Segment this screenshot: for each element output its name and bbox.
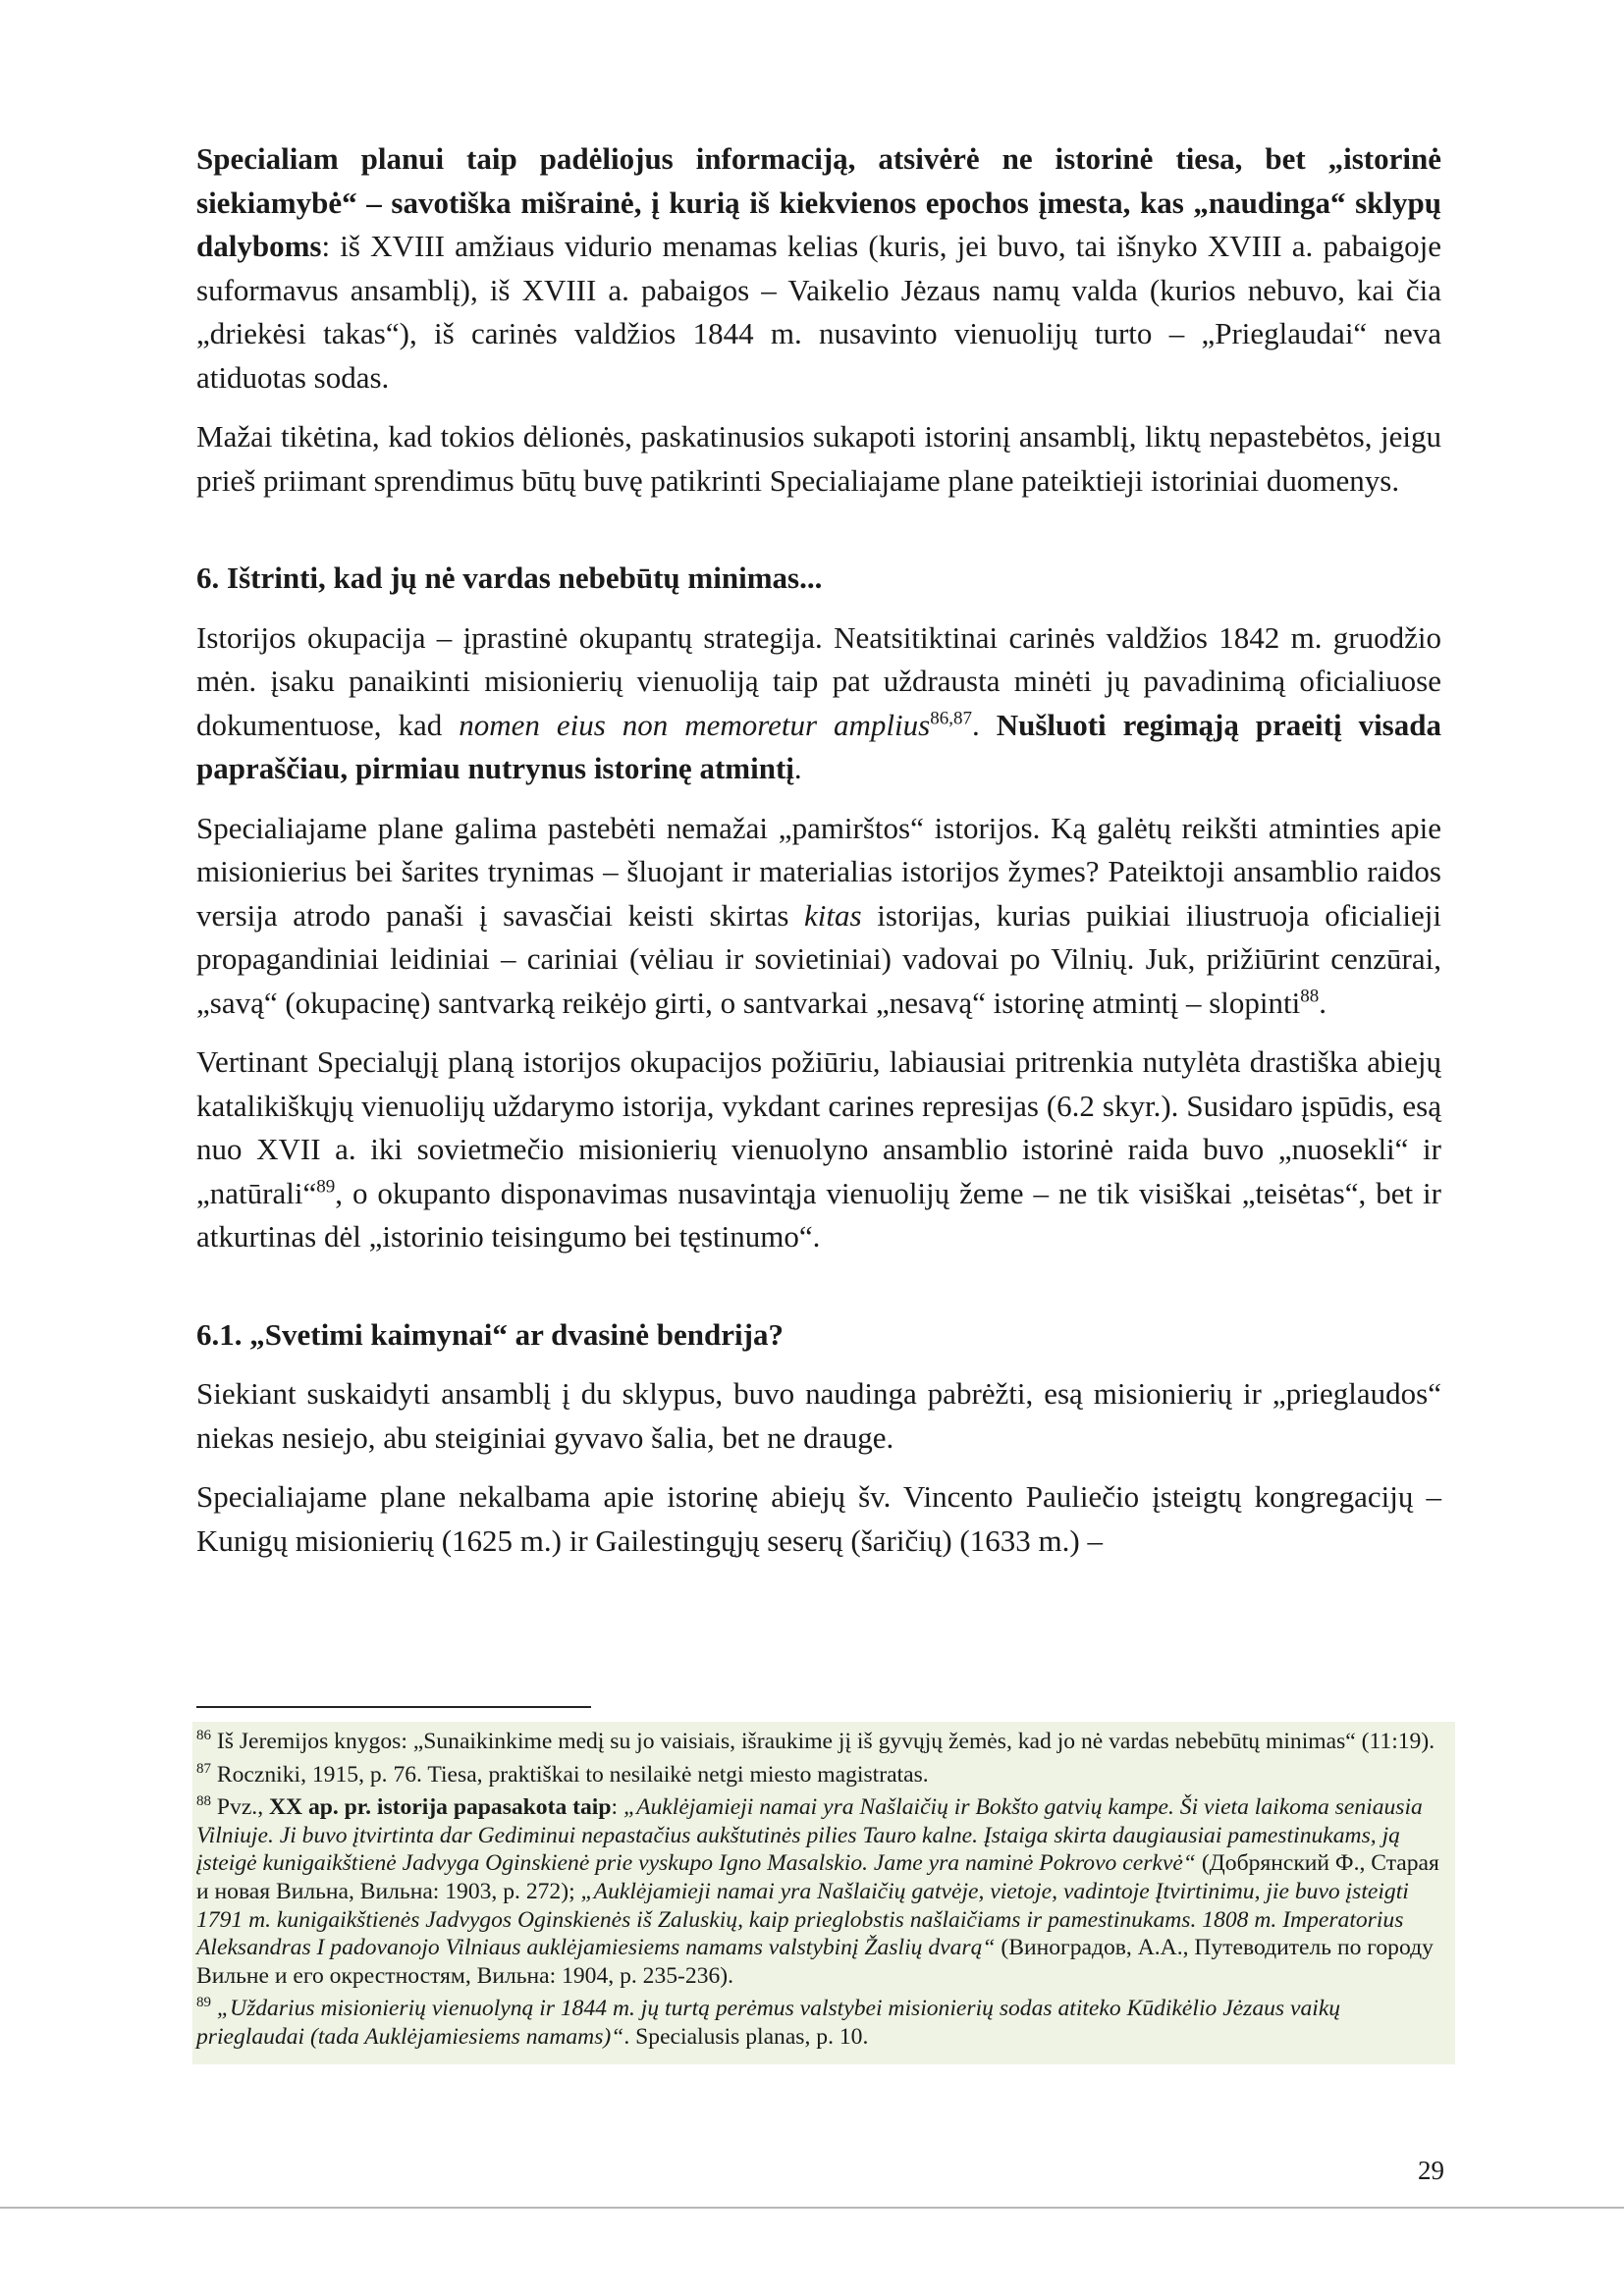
paragraph-3 [196,616,1441,791]
footnote-number: 87 [196,1760,211,1777]
footnote-ref-89[interactable]: 89 [316,1176,336,1198]
paragraph-4 [196,807,1441,1026]
footnote-87 [196,1761,1451,1789]
italic-span: „Auklėjamieji namai yra Našlaičių gatvėje, vietoje, vadintoje Įtvirtinimu, jie buvo įsteigti 1791 m. kunigaikštienės Jadvygos Oginskienės iš Zaluskių, kaip prieglobstis našlaičiams ir pamestinukams. 1808 m. Imperatorius Aleksandras I padovanojo Vilniaus auklėjamiesiems namams valstybinį Žaslių dvarą“ [196,1878,1409,1961]
footer-rule [0,2207,1624,2209]
footnote-text: Iš Jeremijos knygos: „Sunaikinkime medį su jo vaisiais, išraukime jį iš gyvųjų žemės, kad jo nė vardas nebebūtų minimas“ (11:19). [211,1729,1435,1754]
text-span: , o okupanto disponavimas nusavintąja vienuolijų žeme – ne tik visiškai „teisėtas“, bet ir atkurtinas dėl „istorinio teisingumo bei tęstinumo“. [196,1175,1441,1254]
footnote-number: 88 [196,1793,211,1810]
footnote-separator [196,1706,591,1708]
paragraph-7: Specialiajame plane nekalbama apie istorinę abiejų šv. Vincento Pauliečio įsteigtų kongregacijų – Kunigų misionierių (1625 m.) ir Gailestingųjų seserų (šaričių) (1633 m.) – [196,1479,1441,1558]
footnote-text: Roczniki, 1915, p. 76. Tiesa, praktiškai to nesilaikė netgi miesto magistratas. [211,1761,929,1788]
page-number: 29 [1418,2156,1444,2185]
footnote-86 [196,1728,1451,1756]
text-span: istorijas, kurias puikiai iliustruoja oficialieji propagandiniai leidiniai – cariniai (vėliau ir sovietiniai) vadovai po Vilnių. Juk, prižiūrint cenzūrai, „savą“ (okupacinę) santvarką reikėjo girti, o santvarkai „nesavą“ istorinę atmintį – slopinti [196,897,1441,1020]
footnote-ref-88[interactable]: 88 [1300,986,1320,1007]
footnote-number: 86 [196,1728,211,1744]
paragraph-5 [196,1041,1441,1259]
footnote-text: : [611,1794,623,1821]
footnote-number: 89 [196,1995,211,2011]
italic-span: kitas [804,897,862,933]
main-text [196,137,1441,1578]
text-span: . [971,707,997,742]
section-heading-6: 6. Ištrinti, kad jų nė vardas nebebūtų minimas... [196,561,823,595]
text-span: Vertinant Specialųjį planą istorijos okupacijos požiūriu, labiausiai pritrenkia nutylėta drastiška abiejų katalikiškųjų vienuolijų uždarymo istorija, vykdant carines represijas (6.2 skyr.). Susidaro įspūdis, esą nuo XVII a. iki sovietmečio misionierių vienuolyno ansamblio istorinė raida buvo „nuosekli“ ir „natūrali“ [196,1044,1441,1210]
footnote-89 [196,1995,1451,2051]
paragraph-2: Mažai tikėtina, kad tokios dėlionės, paskatinusios sukapoti istorinį ansamblį, liktų nepastebėtos, jeigu prieš priimant sprendimus būtų buvę patikrinti Specialiajame plane pateiktieji istoriniai duomenys. [196,419,1441,498]
footnote-text: . Specialusis planas, p. 10. [623,2023,869,2050]
text-span: Istorijos okupacija – įprastinė okupantų strategija. Neatsitiktinai carinės valdžios 1842 m. gruodžio mėn. įsaku panaikinti misionierių vienuoliją taip pat uždrausta minėti jų pavadinimą oficialiuose dokumentuose, kad [196,619,1441,742]
text-span: Specialiajame plane galima pastebėti nemažai „pamirštos“ istorijos. Ką galėtų reikšti atminties apie misionierius bei šarites trynimas – šluojant ir materialias istorijos žymes? Pateiktoji ansamblio raidos versija atrodo panaši į savasčiai keisti skirtas [196,810,1441,933]
paragraph-1 [196,137,1441,400]
text-span: . [1319,985,1326,1020]
italic-span: „Uždarius misionierių vienuolyną ir 1844 m. jų turtą perėmus valstybei misionierių sodas atiteko Kūdikėlio Jėzaus vaikų prieglaudai (tada Auklėjamiesiems namams)“ [196,1996,1341,2050]
text-span: . [793,751,802,785]
footnote-88 [196,1793,1451,1990]
paragraph-6: Siekiant suskaidyti ansamblį į du sklypus, buvo naudinga pabrėžti, esą misionierių ir „prieglaudos“ niekas nesiejo, abu steiginiai gyvavo šalia, bet ne drauge. [196,1376,1441,1455]
bold-span: Specialiam planui taip padėliojus informaciją, atsivėrė ne istorinė tiesa, bet „istorinė siekiamybė“ – savotiška mišrainė, į kurią iš kiekvienos epochos įmesta, kas „naudinga“ sklypų dalyboms [196,141,1441,263]
footnote-text: Pvz., [211,1794,269,1821]
footnotes-block [192,1722,1455,2064]
footnote-ref-86-87[interactable]: 86,87 [930,708,972,729]
text-span: : iš XVIII amžiaus vidurio menamas kelias (kuris, jei buvo, tai išnyko XVIII a. pabaigoje suformavus ansamblį), iš XVIII a. pabaigos – Vaikelio Jėzaus namų valda (kurios nebuvo, kai čia „driekėsi takas“), iš carinės valdžios 1844 m. nusavinto vienuolijų turto – „Prieglaudai“ neva atiduotas sodas. [196,229,1441,395]
italic-span: nomen eius non memoretur amplius [459,707,931,742]
footnote-text: (Добрянский Ф., Старая и новая Вильна, Вильна: 1903, p. 272); [196,1850,1439,1904]
footnote-text: (Виноградов, А.А., Путеводитель по городу Вильне и его окрестностям, Вильна: 1904, p. 235-236). [196,1935,1434,1989]
bold-span: Nušluoti regimąją praeitį visada papraščiau, pirmiau nutrynus istorinę atmintį [196,707,1441,785]
bold-span: XX ap. pr. istorija papasakota taip [268,1794,612,1821]
section-heading-6-1: 6.1. „Svetimi kaimynai“ ar dvasinė bendrija? [196,1316,784,1352]
italic-span: „Auklėjamieji namai yra Našlaičių ir Bokšto gatvių kampe. Ši vieta laikoma seniausia Vilniuje. Ji buvo įtvirtinta dar Gediminui nepastačius aukštutinės pilies Tauro kalne. Įstaiga skirta daugiausiai pamestinukams, ją įsteigė kunigaikštienė Jadvyga Oginskienė prie vyskupo Igno Masalskio. Jame yra naminė Pokrovo cerkvė“ [196,1794,1423,1877]
